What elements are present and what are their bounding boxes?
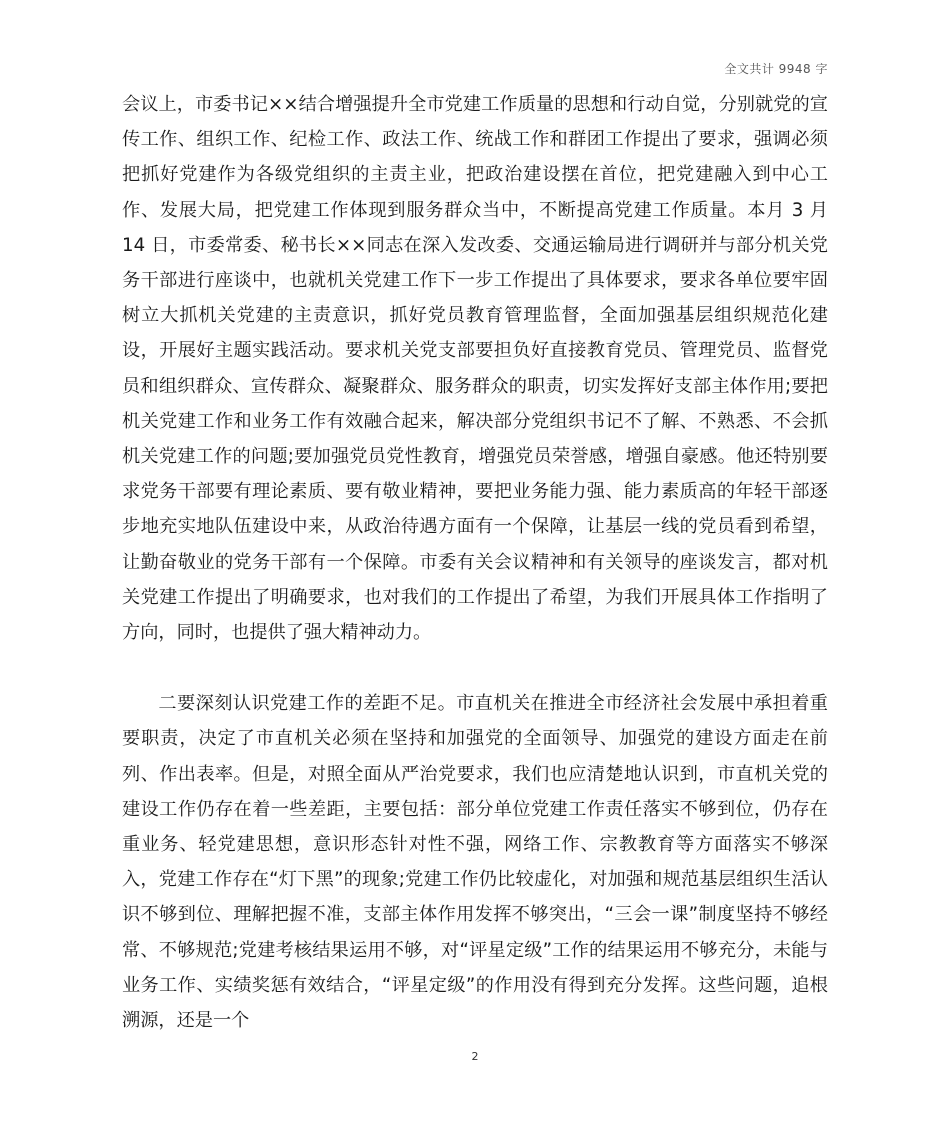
page-number: 2 [471,1050,479,1063]
paragraph-shortcomings: 二要深刻认识党建工作的差距不足。市直机关在推进全市经济社会发展中承担着重要职责，决定了市直机关必须在坚持和加强党的全面领导、加强党的建设方面走在前列、作出表率。但是，对照全面从严治党要求，我们也应清楚地认识到，市直机关党的建设工作仍存在着一些差距，主要包括：部分单位党建工作责任落实不够到位，仍存在重业务、轻党建思想，意识形态针对性不强，网络工作、宗教教育等方面落实不够深入，党建工作存在“灯下黑”的现象;党建工作仍比较虚化，对加强和规范基层组织生活认识不够到位、理解把握不准，支部主体作用发挥不够突出，“三会一课”制度坚持不够经常、不够规范;党建考核结果运用不够，对“评星定级”工作的结果运用不够充分，未能与业务工作、实绩奖惩有效结合，“评星定级”的作用没有得到充分发挥。这些问题，追根溯源，还是一个 [122,693,828,1032]
word-count-note: 全文共计 9948 字 [724,62,828,76]
paragraph-gap [122,650,828,686]
document-body [122,87,828,1038]
paragraph-meeting-requirements: 会议上，市委书记××结合增强提升全市党建工作质量的思想和行动自觉，分别就党的宣传工作、组织工作、纪检工作、政法工作、统战工作和群团工作提出了要求，强调必须把抓好党建作为各级党组织的主责主业，把政治建设摆在首位，把党建融入到中心工作、发展大局，把党建工作体现到服务群众当中，不断提高党建工作质量。本月 3 月 14 日，市委常委、秘书长××同志在深入发改委、交通运输局进行调研并与部分机关党务干部进行座谈中，也就机关党建工作下一步工作提出了具体要求，要求各单位要牢固树立大抓机关党建的主责意识，抓好党员教育管理监督，全面加强基层组织规范化建设，开展好主题实践活动。要求机关党支部要担负好直接教育党员、管理党员、监督党员和组织群众、宣传群众、凝聚群众、服务群众的职责，切实发挥好支部主体作用;要把机关党建工作和业务工作有效融合起来，解决部分党组织书记不了解、不熟悉、不会抓机关党建工作的问题;要加强党员党性教育，增强党员荣誉感，增强自豪感。他还特别要求党务干部要有理论素质、要有敬业精神，要把业务能力强、能力素质高的年轻干部逐步地充实地队伍建设中来，从政治待遇方面有一个保障，让基层一线的党员看到希望，让勤奋敬业的党务干部有一个保障。市委有关会议精神和有关领导的座谈发言，都对机关党建工作提出了明确要求，也对我们的工作提出了希望，为我们开展具体工作指明了方向，同时，也提供了强大精神动力。 [122,94,828,644]
